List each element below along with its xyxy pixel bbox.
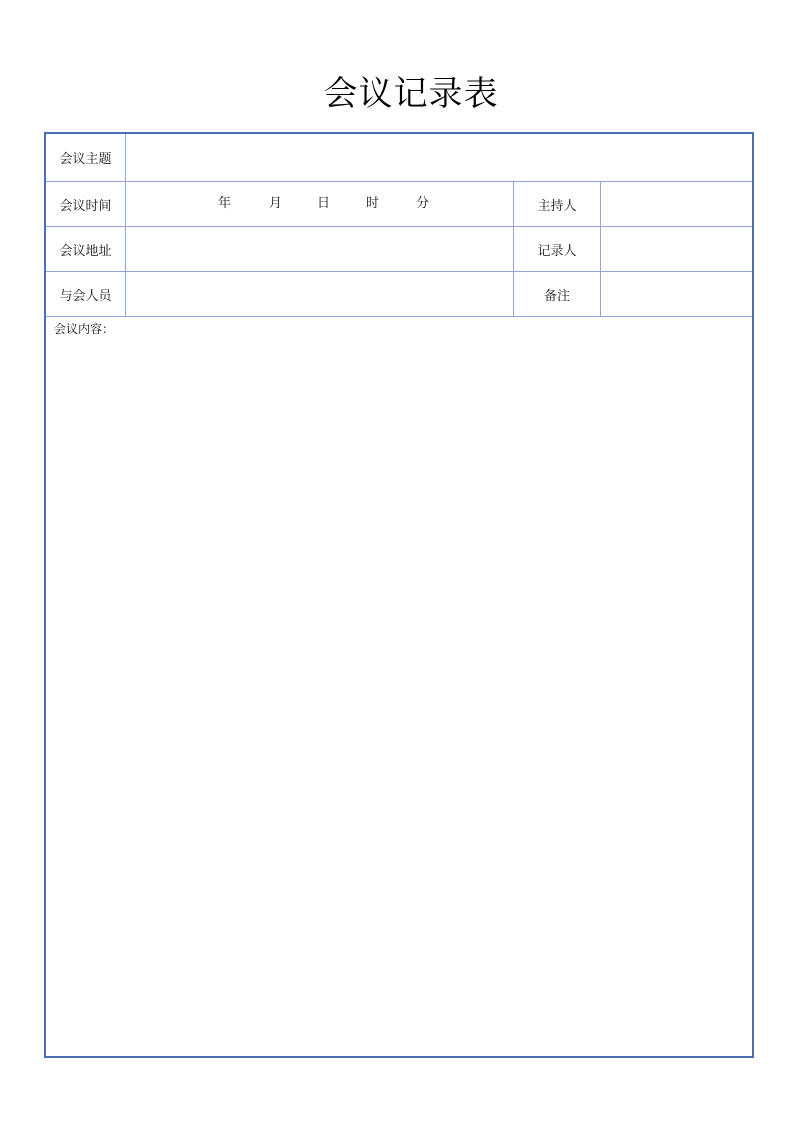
month-unit: 月 [269,196,283,211]
recorder-label: 记录人 [537,243,577,259]
host-label: 主持人 [537,198,577,214]
page-title: 会议记录表 [323,74,499,114]
topic-field[interactable] [126,134,752,181]
year-unit: 年 [218,196,232,211]
meeting-form [44,132,754,1058]
time-label: 会议时间 [59,198,112,214]
content-label: 会议内容： [54,322,115,336]
host-field[interactable] [601,182,752,226]
topic-label: 会议主题 [59,152,112,167]
time-field[interactable] [126,182,513,226]
day-unit: 日 [317,196,331,211]
attendees-field[interactable] [126,272,513,316]
content-area[interactable] [46,338,752,1056]
minute-unit: 分 [416,196,430,211]
hour-unit: 时 [366,196,380,211]
recorder-field[interactable] [601,227,752,271]
attendees-label: 与会人员 [59,288,112,304]
address-field[interactable] [126,227,513,271]
address-label: 会议地址 [59,243,112,259]
remark-label: 备注 [543,288,570,304]
row-divider [46,316,752,317]
remark-field[interactable] [601,272,752,316]
